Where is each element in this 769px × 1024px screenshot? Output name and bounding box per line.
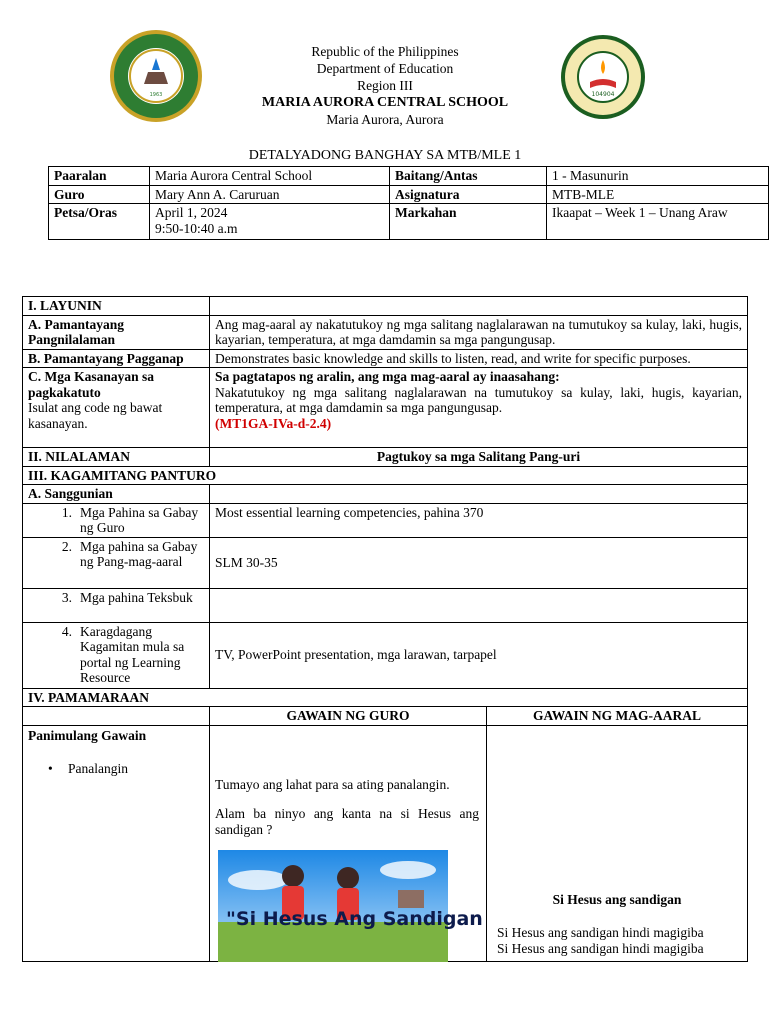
song-line-2: Si Hesus ang sandigan hindi magigiba: [497, 940, 704, 956]
info-label-paaralan: Paaralan: [49, 167, 150, 186]
column-gawain-magaaral: GAWAIN NG MAG-AARAL: [487, 707, 748, 726]
section-pamamaraan: IV. PAMAMARAAN: [23, 688, 748, 707]
info-value-baitang: 1 - Masunurin: [547, 167, 769, 186]
resource-label: Mga Pahina sa Gabay ng Guro: [80, 504, 199, 535]
resource-value-4: TV, PowerPoint presentation, mga larawan, tarpapel: [210, 622, 748, 688]
svg-text:1963: 1963: [149, 92, 163, 98]
song-video-thumbnail: [218, 850, 483, 962]
sanggunian-label: A. Sanggunian: [23, 485, 210, 504]
resource-label: Mga pahina sa Gabay ng Pang-mag-aaral: [80, 538, 198, 569]
info-value-guro: Mary Ann A. Caruruan: [150, 185, 390, 204]
pamantayang-pagganap-text: Demonstrates basic knowledge and skills to listen, read, and write for specific purposes.: [210, 349, 748, 368]
nilalaman-value: Pagtukoy sa mga Salitang Pang-uri: [210, 448, 748, 467]
info-date: April 1, 2024: [155, 205, 228, 220]
document-title: DETALYADONG BANGHAY SA MTB/MLE 1: [248, 148, 522, 163]
resource-number: 1.: [61, 504, 72, 520]
lesson-plan-table: [22, 296, 748, 962]
section-layunin: I. LAYUNIN: [23, 297, 210, 316]
info-label-guro: Guro: [49, 185, 150, 204]
panimula-cell: [23, 725, 210, 961]
resource-label: Karagdagang Kagamitan mula sa portal ng Learning Resource: [80, 623, 185, 685]
info-label-markahan: Markahan: [390, 204, 547, 240]
kasanayan-sub: Isulat ang code ng bawat kasanayan.: [28, 400, 163, 431]
header-school: MARIA AURORA CENTRAL SCHOOL: [261, 95, 509, 110]
info-label-asignatura: Asignatura: [390, 185, 547, 204]
column-gawain-guro: GAWAIN NG GURO: [210, 707, 487, 726]
panalangin-label: Panalangin: [68, 761, 128, 776]
magaaral-activity-cell: [487, 725, 748, 961]
panimulang-gawain: Panimulang Gawain: [28, 727, 147, 743]
thumbnail-title: "Si Hesus Ang Sandigan: [226, 907, 483, 930]
info-value-petsa: [150, 204, 390, 240]
guro-question: Alam ba ninyo ang kanta na si Hesus ang sandigan ?: [215, 806, 479, 837]
header-region: Region III: [357, 78, 413, 93]
svg-text:104904: 104904: [591, 91, 615, 98]
resource-item-2: [23, 537, 210, 588]
resource-number: 3.: [61, 589, 72, 605]
bullet-dot-icon: •: [48, 761, 53, 776]
kasanayan-text: Nakatutukoy ng mga salitang naglalarawan na tumutukoy sa kulay, laki, hugis, kayarian, temperatura, at mga damdamin sa mga pangungusap.: [215, 384, 742, 415]
kasanayan-heading: Sa pagtatapos ng aralin, ang mga mag-aaral ay inaasahang:: [215, 369, 560, 384]
info-value-paaralan: Maria Aurora Central School: [150, 167, 390, 186]
kasanayan-cell: [23, 368, 210, 448]
header-republic: Republic of the Philippines: [311, 44, 459, 59]
kasanayan-content: [210, 368, 748, 448]
info-value-markahan: Ikaapat – Week 1 – Unang Araw: [547, 204, 769, 240]
header-department: Department of Education: [316, 61, 454, 76]
bullet-panalangin: [48, 761, 204, 777]
pamantayang-pangnilalaman-label: A. Pamantayang Pangnilalaman: [23, 315, 210, 349]
resource-number: 2.: [61, 538, 72, 554]
resource-value-1: Most essential learning competencies, pahina 370: [210, 503, 748, 537]
info-label-petsa: Petsa/Oras: [49, 204, 150, 240]
competency-code: (MT1GA-IVa-d-2.4): [215, 415, 332, 431]
info-time: 9:50-10:40 a.m: [155, 220, 238, 236]
resource-item-4: [23, 622, 210, 688]
guro-activity-cell: [210, 725, 487, 961]
info-label-baitang: Baitang/Antas: [390, 167, 547, 186]
resource-value-2: SLM 30-35: [210, 537, 748, 588]
resource-label: Mga pahina Teksbuk: [80, 589, 193, 605]
resource-value-3: [210, 588, 748, 622]
pamantayang-pangnilalaman-text: Ang mag-aaral ay nakatutukoy ng mga salitang naglalarawan na tumutukoy sa kulay, laki, hugis, kayarian, temperatura, at mga damdamin sa mga pangungusap.: [210, 315, 748, 349]
resource-number: 4.: [61, 623, 72, 639]
song-line-1: Si Hesus ang sandigan hindi magigiba: [497, 924, 704, 940]
kasanayan-label: C. Mga Kasanayan sa pagkakatuto: [28, 369, 155, 400]
section-nilalaman: II. NILALAMAN: [23, 448, 210, 467]
pamantayang-pagganap-label: B. Pamantayang Pagganap: [23, 349, 210, 368]
guro-instruction-1: Tumayo ang lahat para sa ating panalangin.: [215, 776, 450, 792]
song-title: Si Hesus ang sandigan: [552, 891, 682, 907]
resource-item-1: [23, 503, 210, 537]
section-kagamitan: III. KAGAMITANG PANTURO: [23, 466, 748, 485]
info-value-asignatura: MTB-MLE: [547, 185, 769, 204]
info-table: [48, 166, 769, 240]
resource-item-3: [23, 588, 210, 622]
header-address: Maria Aurora, Aurora: [326, 112, 444, 127]
